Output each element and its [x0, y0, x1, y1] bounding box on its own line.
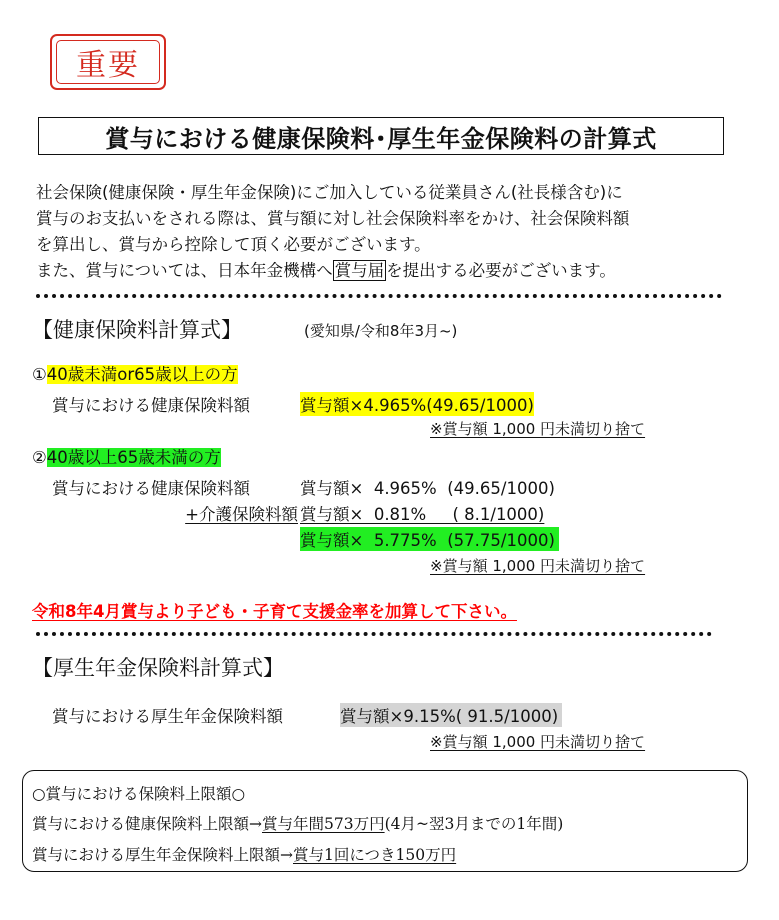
dotted-divider	[36, 294, 722, 298]
support-fund-notice: 令和8年4月賞与より子ども・子育て支援金率を加算して下さい。	[32, 602, 517, 621]
pension-row-label: 賞与における厚生年金保険料額	[52, 707, 283, 726]
limits-heading: ○賞与における保険料上限額○	[32, 785, 246, 803]
page-title: 賞与における健康保険料･厚生年金保険料の計算式	[38, 117, 724, 155]
case2-total-formula: 賞与額× 5.775% (57.75/1000)	[300, 527, 559, 551]
case2-note	[430, 555, 645, 576]
case2-row1-label: 賞与における健康保険料額	[52, 479, 250, 498]
intro-line-4-pre: また、賞与については、日本年金機構へ	[36, 261, 333, 280]
health-region: (愛知県/令和8年3月~)	[304, 322, 458, 340]
intro-line-3: を算出し、賞与から控除して頂く必要がございます。	[36, 235, 431, 254]
case2-row1-formula: 賞与額× 4.965% (49.65/1000)	[300, 479, 555, 498]
limits-health-pre: 賞与における健康保険料上限額→	[32, 815, 262, 833]
pension-heading: 【厚生年金保険料計算式】	[32, 656, 284, 680]
dotted-divider-2	[36, 632, 712, 636]
intro-line-2: 賞与のお支払いをされる際は、賞与額に対し社会保険料率をかけ、社会保険料額	[36, 209, 630, 228]
case2-header	[32, 444, 221, 468]
important-stamp-text: 重要	[56, 40, 160, 84]
case1-label: 40歳未満or65歳以上の方	[46, 365, 238, 384]
case1-row-label: 賞与における健康保険料額	[52, 396, 250, 415]
case2-number: ②	[32, 448, 47, 467]
intro-line-4	[36, 259, 616, 283]
health-heading: 【健康保険料計算式】	[32, 318, 242, 342]
bonus-report-term: 賞与届	[334, 261, 385, 280]
case1-note-text: ※賞与額 1,000 円未満切り捨て	[430, 420, 646, 438]
intro-line-4-post: を提出する必要がございます。	[386, 261, 616, 280]
important-stamp	[50, 34, 166, 90]
limits-health-value: 賞与年間573万円	[262, 815, 385, 833]
limits-pension-pre: 賞与における厚生年金保険料上限額→	[32, 846, 293, 864]
case1-header	[32, 361, 238, 385]
limits-pension-value: 賞与1回につき150万円	[293, 846, 457, 864]
limits-pension-line	[32, 843, 456, 865]
limits-health-line	[32, 812, 563, 834]
case2-row2-label: +介護保険料額	[185, 505, 298, 524]
pension-formula: 賞与額×9.15%( 91.5/1000)	[340, 703, 562, 727]
intro-line-1: 社会保険(健康保険・厚生年金保険)にご加入している従業員さん(社長様含む)に	[36, 183, 623, 202]
case2-row2-formula: 賞与額× 0.81% ( 8.1/1000)	[300, 505, 545, 524]
case1-number: ①	[32, 365, 47, 384]
case2-label: 40歳以上65歳未満の方	[46, 448, 221, 467]
case2-note-text: ※賞与額 1,000 円未満切り捨て	[430, 557, 646, 575]
case1-formula: 賞与額×4.965%(49.65/1000)	[300, 392, 534, 416]
pension-note	[430, 731, 645, 752]
limits-health-post: (4月~翌3月までの1年間)	[384, 815, 564, 833]
case1-note	[430, 418, 645, 439]
pension-note-text: ※賞与額 1,000 円未満切り捨て	[430, 733, 646, 751]
